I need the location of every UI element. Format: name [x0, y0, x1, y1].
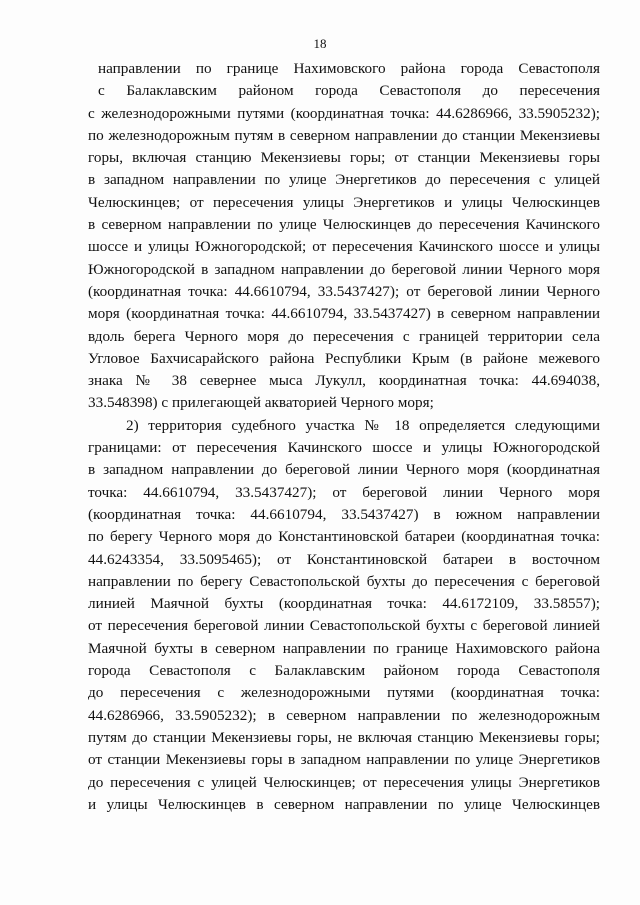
- text-line: 33.548398) с прилегающей акваторией Черного моря;: [88, 394, 434, 412]
- text-line: точка: 44.6610794, 33.5437427); от береговой линии Черного моря: [88, 483, 600, 501]
- text-line: направлении по берегу Севастопольской бухты до пересечения с береговой: [88, 572, 600, 590]
- text-line: знака № 38 севернее мыса Лукулл, координатная точка: 44.694038,: [88, 372, 600, 390]
- text-line: до пересечения с улицей Челюскинцев; от пересечения улицы Энергетиков: [88, 773, 600, 791]
- text-line: шоссе и улицы Южногородской; от пересечения Качинского шоссе и улицы: [88, 238, 600, 256]
- text-line: границами: от пересечения Качинского шоссе и улицы Южногородской: [88, 439, 600, 457]
- text-line: с Балаклавским районом города Севастополя до пересечения: [98, 82, 600, 100]
- text-line: и улицы Челюскинцев в северном направлении по улице Челюскинцев: [88, 795, 600, 813]
- text-line: по берегу Черного моря до Константиновской батареи (координатная точка:: [88, 528, 600, 546]
- text-line: Маячной бухты в северном направлении по границе Нахимовского района: [88, 639, 600, 657]
- text-line: от станции Мекензиевы горы в западном направлении по улице Энергетиков: [88, 751, 600, 769]
- text-line: в западном направлении по улице Энергетиков до пересечения с улицей: [88, 171, 600, 189]
- text-line: с железнодорожными путями (координатная точка: 44.6286966, 33.5905232);: [88, 104, 600, 122]
- text-line: линией Маячной бухты (координатная точка: 44.6172109, 33.58557);: [88, 595, 600, 613]
- text-line: до пересечения с железнодорожными путями (координатная точка:: [88, 684, 600, 702]
- text-line: 44.6286966, 33.5905232); в северном направлении по железнодорожным: [88, 706, 600, 724]
- text-line: путям до станции Мекензиевы горы, не включая станцию Мекензиевы горы;: [88, 728, 600, 746]
- text-line: направлении по границе Нахимовского района города Севастополя: [98, 60, 600, 77]
- text-line: по железнодорожным путям в северном направлении до станции Мекензиевы: [88, 126, 600, 144]
- text-line: в западном направлении до береговой линии Черного моря (координатная: [88, 461, 600, 479]
- text-line: 44.6243354, 33.5095465); от Константиновской батареи в восточном: [88, 550, 600, 568]
- text-line: Угловое Бахчисарайского района Республики Крым (в районе межевого: [88, 349, 600, 367]
- text-line: от пересечения береговой линии Севастопольской бухты с береговой линией: [88, 617, 600, 635]
- body-text: [88, 58, 600, 816]
- text-line: города Севастополя с Балаклавским районом города Севастополя: [88, 662, 600, 680]
- text-line: горы, включая станцию Мекензиевы горы; от станции Мекензиевы горы: [88, 149, 600, 167]
- text-line: Челюскинцев; от пересечения улицы Энергетиков и улицы Челюскинцев: [88, 193, 600, 211]
- text-line: 2) территория судебного участка № 18 определяется следующими: [126, 416, 600, 434]
- text-line: моря (координатная точка: 44.6610794, 33.5437427) в северном направлении: [88, 305, 600, 323]
- text-line: (координатная точка: 44.6610794, 33.5437427) в южном направлении: [88, 505, 600, 523]
- text-line: (координатная точка: 44.6610794, 33.5437427); от береговой линии Черного: [88, 282, 600, 300]
- text-line: в северном направлении по улице Челюскинцев до пересечения Качинского: [88, 216, 600, 234]
- page-number: 18: [313, 36, 327, 51]
- text-line: вдоль берега Черного моря до пересечения с границей территории села: [88, 327, 600, 345]
- text-line: Южногородской в западном направлении до береговой линии Черного моря: [88, 260, 600, 278]
